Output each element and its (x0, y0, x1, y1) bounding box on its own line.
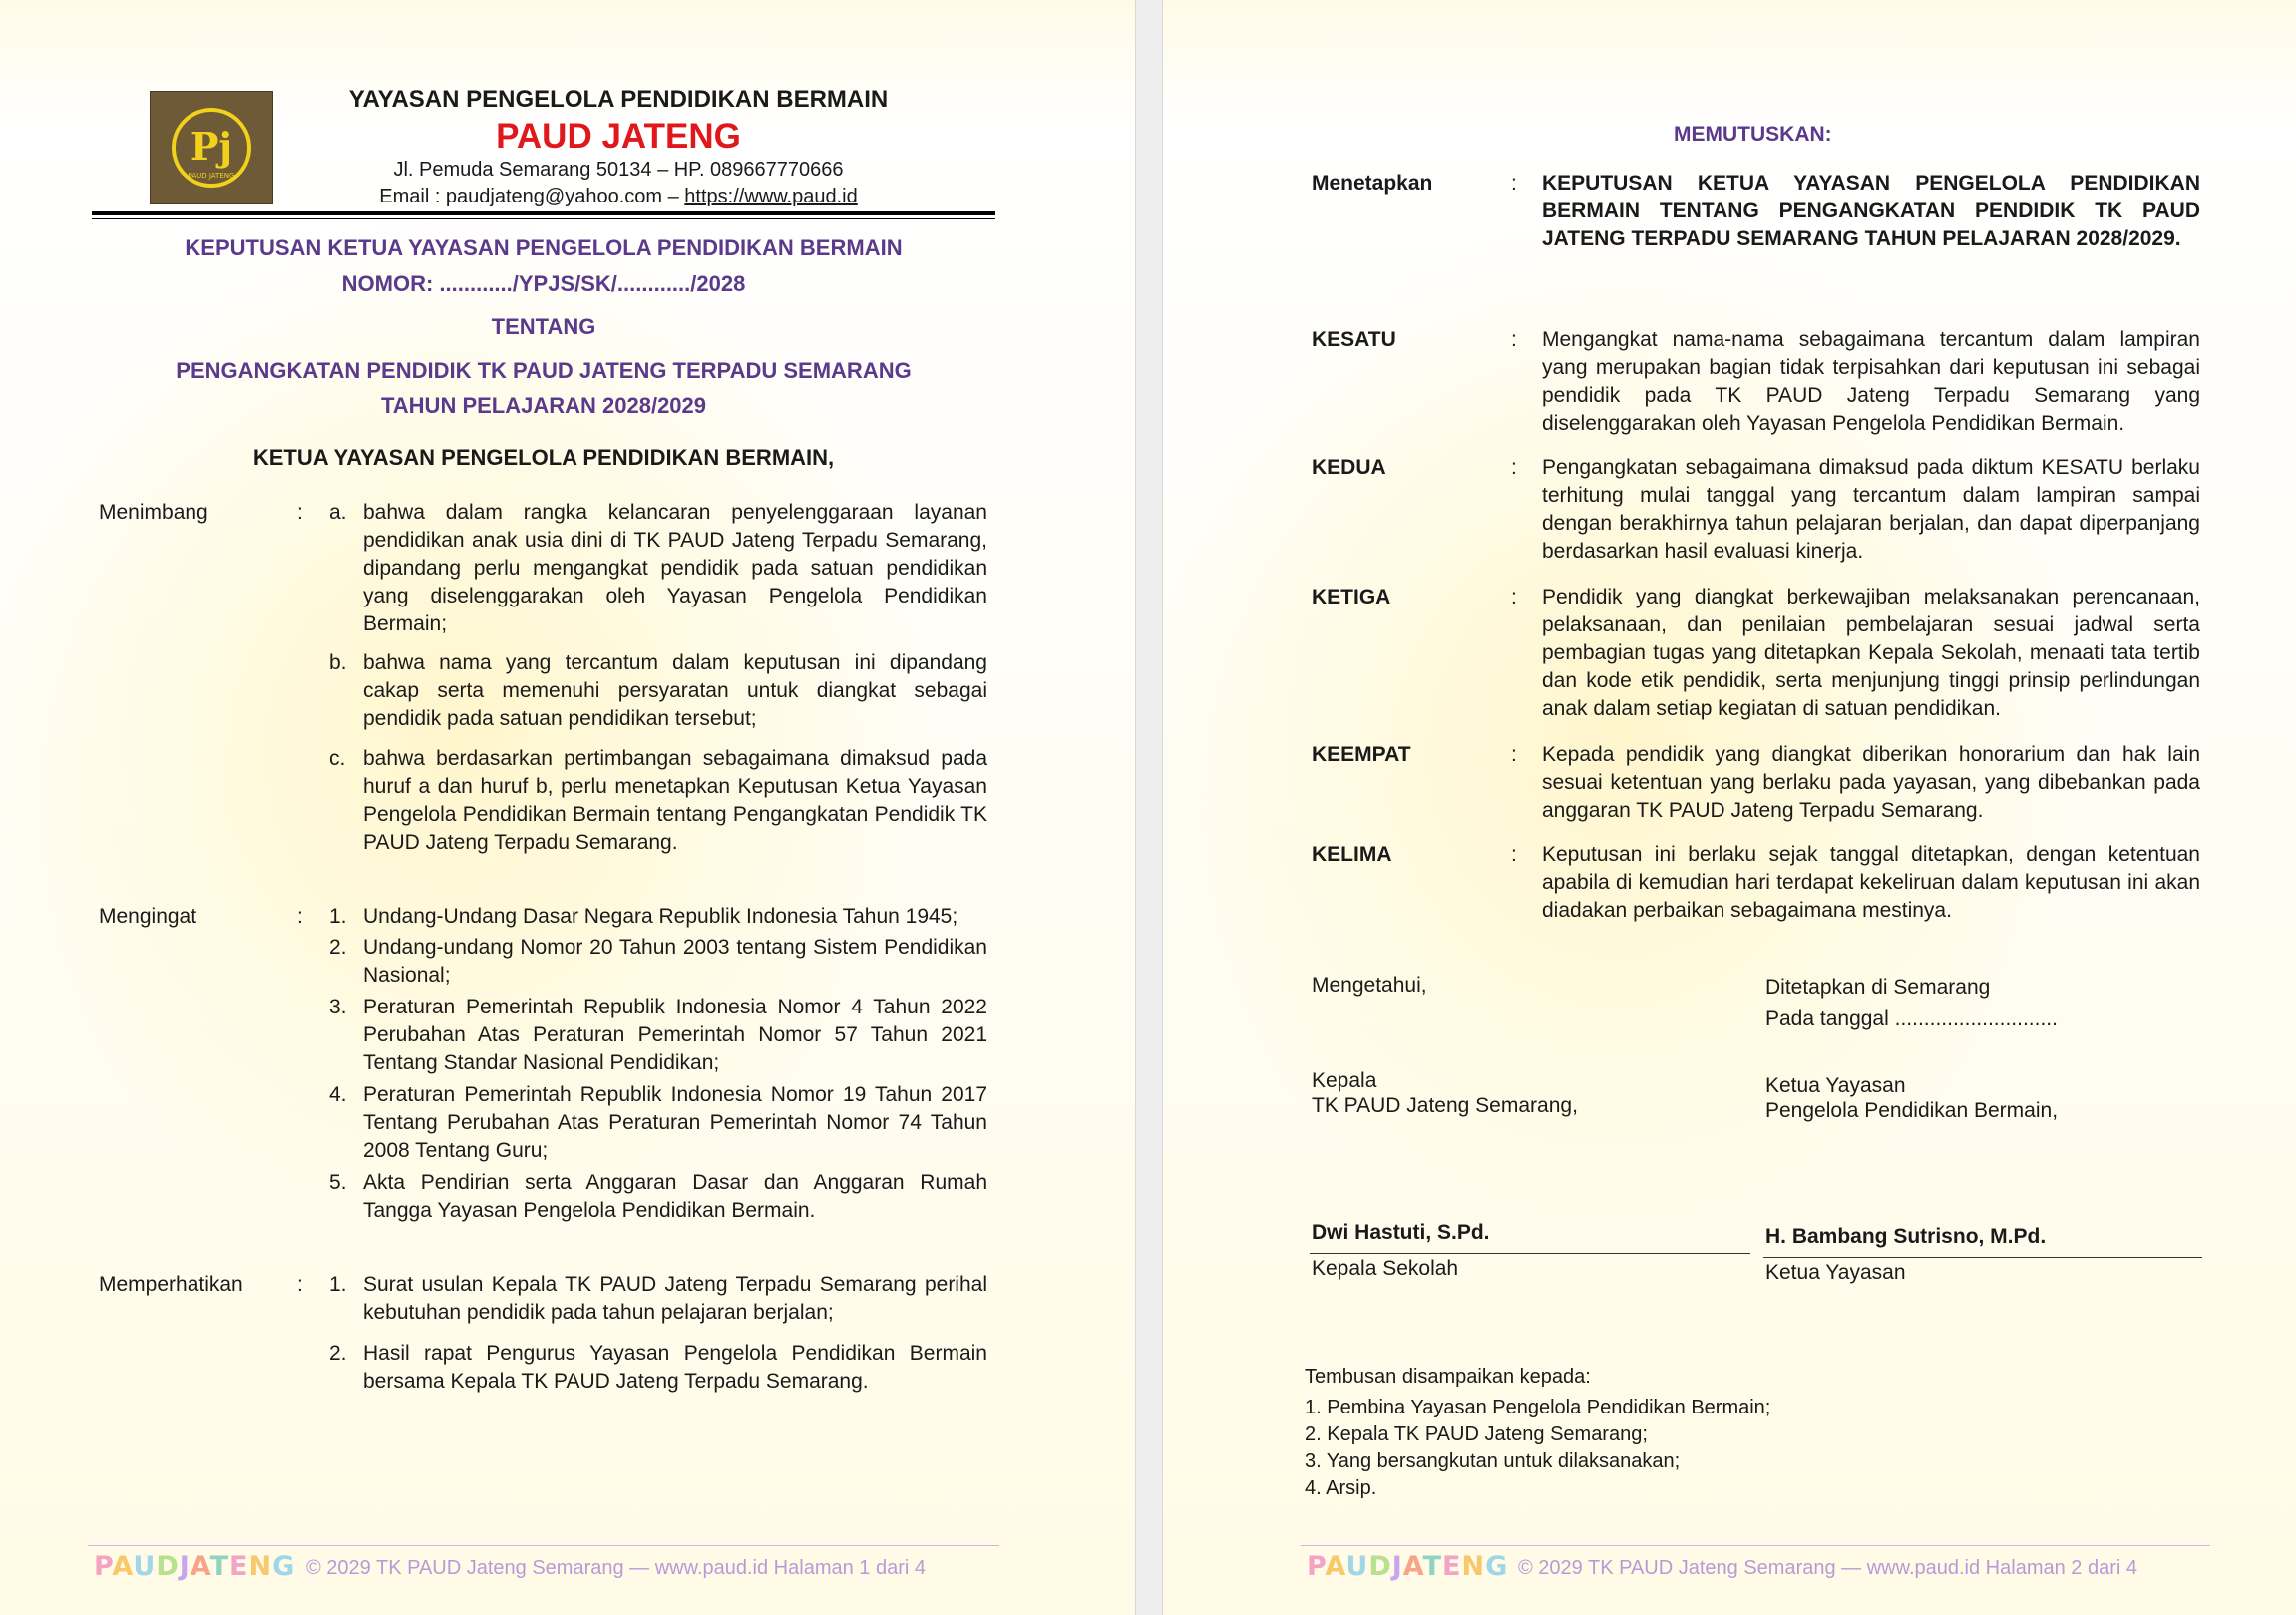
document-page-1 (0, 0, 1135, 1615)
right-role-2: Pengelola Pendidikan Bermain, (1765, 1099, 2059, 1122)
page-gutter (1135, 0, 1163, 1615)
footer-text: © 2029 TK PAUD Jateng Semarang — www.paud.id Halaman 1 dari 4 (306, 1557, 926, 1579)
tentang-heading: TENTANG (491, 314, 596, 339)
left-role-1: Kepala (1312, 1069, 1377, 1092)
ketiga-colon: : (1511, 586, 1517, 608)
place-line: Ditetapkan di Semarang (1765, 976, 1991, 999)
tembusan-item-1: 1. Pembina Yayasan Pengelola Pendidikan Bermain; (1305, 1397, 1771, 1418)
mengingat-item-3: Peraturan Pemerintah Republik Indonesia Nomor 4 Tahun 2022 Perubahan Atas Peraturan Pemerintah Nomor 57 Tahun 2021 Tentang Standar Nasional Pendidikan; (363, 996, 987, 1074)
header-rule-thick (92, 211, 995, 215)
tembusan-heading: Tembusan disampaikan kepada: (1305, 1366, 1591, 1388)
memutuskan-heading: MEMUTUSKAN: (1674, 123, 1832, 146)
tembusan-item-4: 4. Arsip. (1305, 1477, 1377, 1499)
right-signer-title: Ketua Yayasan (1765, 1261, 1906, 1284)
memperhatikan-colon: : (297, 1273, 303, 1296)
menimbang-mark-c: c. (329, 747, 346, 770)
right-role-1: Ketua Yayasan (1765, 1074, 1906, 1097)
decree-title: KEPUTUSAN KETUA YAYASAN PENGELOLA PENDIDIKAN BERMAIN (185, 235, 903, 260)
footer-rule (1301, 1545, 2210, 1546)
contact-line (299, 186, 938, 208)
kelima-colon: : (1511, 843, 1517, 866)
mengingat-colon: : (297, 905, 303, 928)
footer-logo (1307, 1551, 1508, 1582)
kelima-label: KELIMA (1312, 843, 1392, 866)
left-signer-title: Kepala Sekolah (1312, 1257, 1459, 1280)
kelima-text: Keputusan ini berlaku sejak tanggal ditetapkan, dengan ketentuan apabila di kemudian hari terdapat kekeliruan dalam keputusan ini akan diadakan perbaikan sebagaimana mestinya. (1542, 843, 2200, 922)
menetapkan-colon: : (1511, 172, 1517, 195)
footer-logo (94, 1551, 295, 1582)
menimbang-colon: : (297, 501, 303, 524)
mengingat-item-5: Akta Pendirian serta Anggaran Dasar dan Anggaran Rumah Tangga Yayasan Pengelola Pendidikan Bermain. (363, 1171, 987, 1222)
left-role-2: TK PAUD Jateng Semarang, (1312, 1094, 1578, 1117)
footer-rule (88, 1545, 999, 1546)
mengingat-mark-4: 4. (329, 1083, 347, 1106)
tembusan-item-2: 2. Kepala TK PAUD Jateng Semarang; (1305, 1423, 1648, 1445)
keempat-label: KEEMPAT (1312, 743, 1411, 766)
memperhatikan-mark-2: 2. (329, 1342, 347, 1365)
mengingat-item-1: Undang-Undang Dasar Negara Republik Indonesia Tahun 1945; (363, 905, 958, 928)
mengingat-label: Mengingat (99, 905, 197, 928)
memperhatikan-item-1: Surat usulan Kepala TK PAUD Jateng Terpadu Semarang perihal kebutuhan pendidik pada tahun pelajaran berjalan; (363, 1273, 987, 1324)
keempat-colon: : (1511, 743, 1517, 766)
mengingat-mark-3: 3. (329, 996, 347, 1018)
menetapkan-label: Menetapkan (1312, 172, 1433, 195)
memperhatikan-item-2: Hasil rapat Pengurus Yayasan Pengelola Pendidikan Bermain bersama Kepala TK PAUD Jateng Terpadu Semarang. (363, 1342, 987, 1393)
tembusan-item-3: 3. Yang bersangkutan untuk dilaksanakan; (1305, 1450, 1681, 1472)
org-name: YAYASAN PENGELOLA PENDIDIKAN BERMAIN (348, 86, 889, 113)
right-signature-line (1763, 1257, 2202, 1258)
mengetahui-label: Mengetahui, (1312, 974, 1427, 997)
left-signer-name: Dwi Hastuti, S.Pd. (1312, 1221, 1490, 1244)
kesatu-label: KESATU (1312, 328, 1396, 351)
menimbang-item-b: bahwa nama yang tercantum dalam keputusan ini dipandang cakap serta memenuhi persyaratan untuk diangkat sebagai pendidik pada satuan pendidikan tersebut; (363, 651, 987, 730)
kesatu-text: Mengangkat nama-nama sebagaimana tercantum dalam lampiran yang merupakan bagian tidak terpisahkan dari keputusan ini sebagai pendidik pada TK PAUD Jateng Terpadu Semarang yang diselenggarakan oleh Yayasan Pengelola Pendidikan Bermain. (1542, 328, 2200, 435)
ketiga-label: KETIGA (1312, 586, 1391, 608)
footer-logo-text: PAUDJATENG (94, 1551, 296, 1582)
mengingat-mark-1: 1. (329, 905, 347, 928)
mengingat-mark-2: 2. (329, 936, 347, 959)
menimbang-mark-a: a. (329, 501, 347, 524)
kedua-label: KEDUA (1312, 456, 1386, 479)
brand-name: PAUD JATENG (496, 117, 741, 156)
mengingat-item-4: Peraturan Pemerintah Republik Indonesia Nomor 19 Tahun 2017 Tentang Perubahan Atas Peraturan Pemerintah Nomor 74 Tahun 2008 Tentang Guru; (363, 1083, 987, 1162)
chairman-heading: KETUA YAYASAN PENGELOLA PENDIDIKAN BERMAIN, (252, 445, 835, 470)
mengingat-item-2: Undang-undang Nomor 20 Tahun 2003 tentang Sistem Pendidikan Nasional; (363, 936, 987, 987)
left-signature-line (1310, 1253, 1750, 1254)
kedua-text: Pengangkatan sebagaimana dimaksud pada diktum KESATU berlaku terhitung mulai tanggal yang tercantum dalam lampiran sampai dengan berakhirnya tahun pelajaran berjalan, dan dapat diperpanjang berdasarkan hasil evaluasi kinerja. (1542, 456, 2200, 563)
svg-text:PAUD JATENG: PAUD JATENG (188, 172, 235, 180)
memperhatikan-mark-1: 1. (329, 1273, 347, 1296)
document-page-2 (1163, 0, 2296, 1615)
menimbang-item-a: bahwa dalam rangka kelancaran penyelenggaraan layanan pendidikan anak usia dini di TK PAUD Jateng Terpadu Semarang, dipandang perlu mengangkat pendidik pada satuan pendidikan yang diselenggarakan oleh Yayasan Pengelola Pendidikan Bermain; (363, 501, 987, 635)
decree-number: NOMOR: ............/YPJS/SK/............/2028 (341, 271, 746, 296)
menimbang-item-c: bahwa berdasarkan pertimbangan sebagaimana dimaksud pada huruf a dan huruf b, perlu menetapkan Keputusan Ketua Yayasan Pengelola Pendidikan Bermain tentang Pengangkatan Pendidik TK PAUD Jateng Terpadu Semarang. (363, 747, 987, 854)
footer-text: © 2029 TK PAUD Jateng Semarang — www.paud.id Halaman 2 dari 4 (1518, 1557, 2137, 1579)
paud-jateng-logo (150, 91, 273, 204)
menimbang-label: Menimbang (99, 501, 208, 524)
right-signer-name: H. Bambang Sutrisno, M.Pd. (1765, 1225, 2047, 1248)
ketiga-text: Pendidik yang diangkat berkewajiban melaksanakan perencanaan, pelaksanaan, dan penilaian pembelajaran sesuai jadwal serta pembagian tugas yang ditetapkan Kepala Sekolah, menaati tata tertib dan kode etik pendidik, serta menjunjung tinggi prinsip perlindungan anak dalam setiap kegiatan di satuan pendidikan. (1542, 586, 2200, 720)
svg-text:Pj: Pj (190, 124, 233, 169)
website-link[interactable]: https://www.paud.id (684, 186, 858, 207)
kesatu-colon: : (1511, 328, 1517, 351)
header-rule-thin (92, 218, 995, 219)
date-line: Pada tanggal ............................ (1765, 1008, 2058, 1030)
menetapkan-text: KEPUTUSAN KETUA YAYASAN PENGELOLA PENDIDIKAN BERMAIN TENTANG PENGANGKATAN PENDIDIK TK PAUD JATENG TERPADU SEMARANG TAHUN PELAJARAN 2028/2029. (1542, 172, 2200, 250)
menimbang-mark-b: b. (329, 651, 347, 674)
memperhatikan-label: Memperhatikan (99, 1273, 243, 1296)
kedua-colon: : (1511, 456, 1517, 479)
subject-line-2: TAHUN PELAJARAN 2028/2029 (380, 393, 707, 418)
footer-logo-text: PAUDJATENG (1307, 1551, 1509, 1582)
address: Jl. Pemuda Semarang 50134 – HP. 089667770666 (393, 159, 844, 181)
subject-line-1: PENGANGKATAN PENDIDIK TK PAUD JATENG TERPADU SEMARANG (176, 358, 912, 383)
email: Email : paudjateng@yahoo.com – (379, 186, 685, 207)
mengingat-mark-5: 5. (329, 1171, 347, 1194)
keempat-text: Kepada pendidik yang diangkat diberikan honorarium dan hak lain sesuai ketentuan yang berlaku pada yayasan, yang dibebankan pada anggaran TK PAUD Jateng Terpadu Semarang. (1542, 743, 2200, 822)
